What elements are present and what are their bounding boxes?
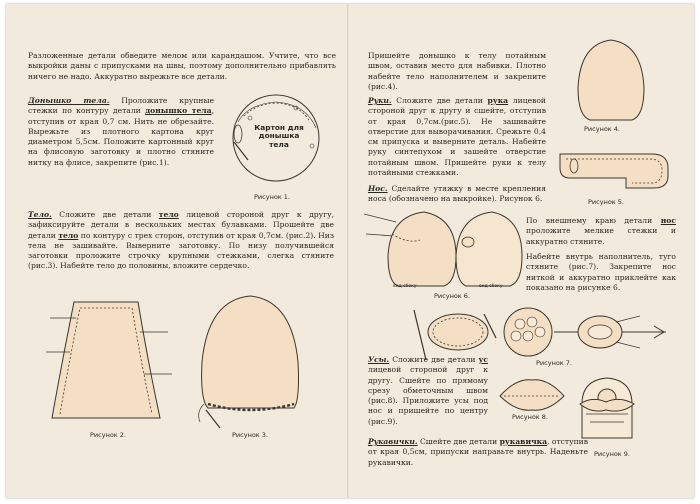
figure-7-caption: Рисунок 7.: [536, 359, 572, 367]
nose-text: Сделайте утяжку в месте крепления носа (обозначено на выкройке). Рисунок 6.: [368, 184, 546, 204]
nose-paragraph-2: [526, 216, 676, 247]
mittens-text-a: Сшейте две детали: [417, 437, 500, 446]
arms-heading: Руки.: [368, 96, 392, 105]
body-section-paragraph: [28, 210, 334, 272]
nose-paragraph: [368, 184, 546, 205]
mittens-keyword: рукавичка: [499, 437, 548, 446]
mustache-heading: Усы.: [368, 355, 390, 364]
bottom-text-a: Проложите крупные стежки по контуру детали: [28, 96, 215, 116]
mustache-paragraph: [368, 355, 488, 427]
bottom-keyword: донышко тела: [145, 106, 212, 116]
mittens-heading: Рукавички.: [368, 437, 418, 446]
figure-4-caption: Рисунок 4.: [584, 125, 620, 133]
left-intro-paragraph: Разложенные детали обведите мелом или карандашом. Учтите, что все выкройки даны с припусками на швы, поэтому дополнительно прибавлять ничего не надо. Аккуратно вырежьте все детали.: [28, 51, 336, 81]
nose-heading: Нос.: [368, 184, 388, 193]
mittens-paragraph: [368, 437, 588, 468]
figure-2-caption: Рисунок 2.: [90, 431, 126, 439]
figure-5-caption: Рисунок 5.: [588, 198, 624, 206]
figure-6-caption: Рисунок 6.: [434, 292, 470, 300]
body-text-c: по контуру с трех сторон, отступив от края 0,7см. (рис.2). Низ тела не зашивайте. Выверните заготовку. По низу получившейся заготовки проложите строчку крупными стежками, слегка стяните (рис.3). Набейте тело до половины, вложите сердечко.: [28, 230, 334, 271]
nose-para2-b: проложите мелкие стежки и аккуратно стяните.: [526, 226, 676, 246]
figure-6-side-label-a: вид сбоку: [393, 284, 417, 289]
figure-4-drawing: [576, 38, 646, 124]
bottom-section-heading: Донышко тела.: [28, 96, 110, 105]
figure-8-caption: Рисунок 8.: [512, 413, 548, 421]
bottom-section-paragraph: [28, 96, 214, 168]
figure-3-caption: Рисунок 3.: [232, 431, 268, 439]
body-keyword-2: тело: [58, 230, 79, 240]
body-section-heading: Тело.: [28, 210, 52, 219]
arms-text-a: Сложите две детали: [391, 96, 488, 105]
nose-paragraph-3: Набейте внутрь наполнитель, туго стяните (рис.7). Закрепите нос ниткой и аккуратно приклейте как показано на рисунке 6.: [526, 252, 676, 292]
figure-3-drawing: [190, 292, 310, 434]
nose-para2-a: По внешнему краю детали: [526, 216, 661, 225]
nose-keyword: нос: [660, 216, 676, 225]
figure-2-drawing: [44, 292, 174, 424]
mittens-text-b: , отступив от края 0,5см, припуски направьте внутрь. Наденьте рукавички.: [368, 437, 588, 467]
figure-5-drawing: [556, 150, 676, 196]
arms-paragraph: [368, 96, 546, 178]
figure-9-caption: Рисунок 9.: [594, 450, 630, 458]
mustache-keyword: ус: [478, 355, 488, 364]
figure-9-drawing: [572, 374, 642, 446]
body-keyword-1: тело: [158, 210, 179, 219]
figure-8-drawing: [498, 376, 566, 414]
mustache-text-b: лицевой стороной друг к другу. Сшейте по прямому срезу обметочным швом (рис.8). Приложите усы под нос и пришейте по центру (рис.9).: [368, 365, 488, 426]
page-fold: [347, 4, 349, 498]
figure-1-caption: Рисунок 1.: [254, 193, 290, 201]
body-text-b: лицевой стороной друг к другу, зафиксируйте детали в нескольких местах булавками. Прошейте две детали: [28, 210, 334, 240]
right-intro-paragraph: Пришейте донышко к телу потайным швом, оставив место для набивки. Плотно набейте тело наполнителем и закрепите (рис.4).: [368, 51, 546, 91]
arms-keyword: рука: [487, 96, 509, 105]
figure-1-card-label: Картон для донышка тела: [254, 123, 304, 149]
mustache-text-a: Сложите две детали: [389, 355, 479, 364]
figure-6-side-label-b: вид сбоку: [479, 284, 503, 289]
bottom-text-b: , отступив от края 0,7 см. Нить не обрезайте. Вырежьте из плотного картона круг диаметром 5,5см. Положите картонный круг на флисовую заготовку и плотно стяните нитку на флисе, закрепите (рис.1).: [28, 106, 214, 167]
body-text-a: Сложите две детали: [51, 210, 159, 219]
arms-text-b: лицевой стороной друг к другу и сшейте, отступив от края 0,7см.(рис.5). Не зашивайте отверстие для выворачивания. Срежьте 0,4 см припуска и выверните деталь. Набейте руку синтепухом и зашейте отверстие потайным швом. Пришейте руки к телу потайными стежками.: [368, 96, 546, 178]
